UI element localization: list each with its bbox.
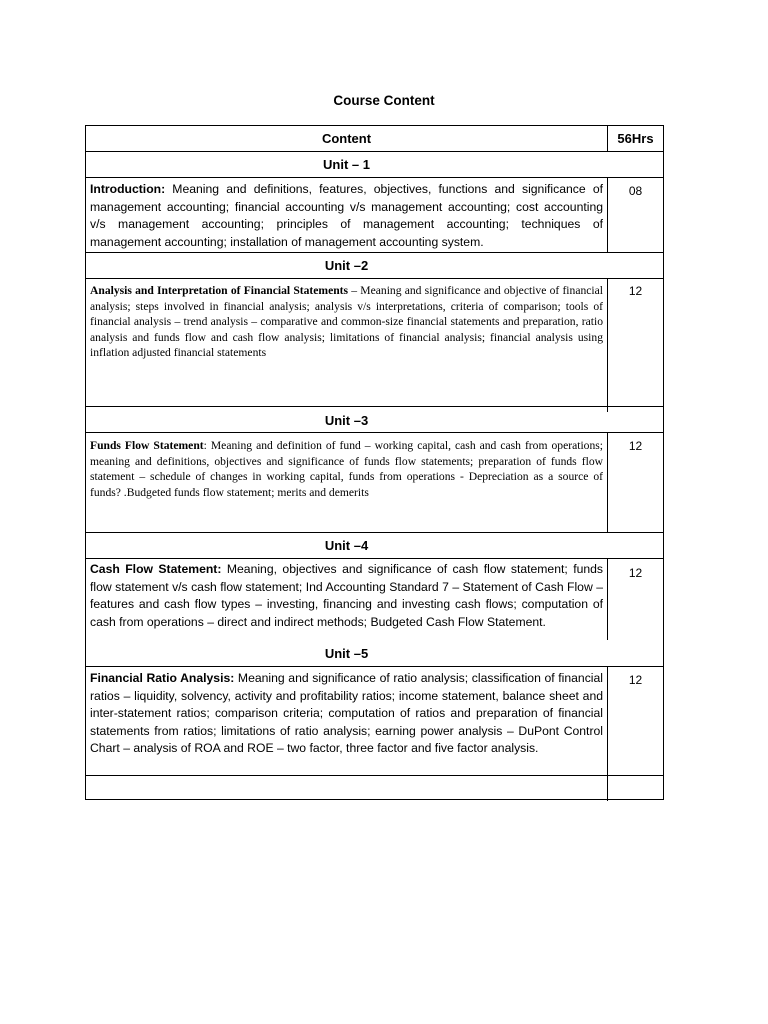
unit-1-hours: 08	[628, 184, 643, 198]
unit-1-topic: Introduction:	[90, 182, 166, 196]
unit-5-hours: 12	[628, 673, 643, 687]
row-divider	[86, 278, 663, 279]
unit-5-description	[90, 670, 603, 758]
column-divider	[607, 666, 608, 801]
unit-1-description	[90, 181, 603, 251]
unit-2-description	[90, 283, 603, 361]
content-column-header: Content	[321, 131, 372, 146]
column-divider	[607, 126, 608, 151]
unit-3-text: : Meaning and definition of fund – working capital, cash and cash from operations; meaning and definitions, objectives and significance of funds flow statements; preparation of funds flow statement – schedule of changes in working capital, funds from operations - Depreciation as a source of funds? .Budgeted funds flow statement; merits and demerits	[90, 439, 603, 499]
row-divider	[86, 775, 663, 776]
row-divider	[86, 406, 663, 407]
unit-4-description	[90, 561, 603, 631]
unit-1-text: Meaning and definitions, features, objectives, functions and significance of management accounting; financial accounting v/s management accounting; cost accounting v/s management accounting; principles of management accounting; techniques of management accounting; installation of management accounting system.	[90, 182, 603, 249]
unit-3-topic: Funds Flow Statement	[90, 439, 204, 452]
unit-4-heading: Unit –4	[324, 538, 369, 553]
unit-4-topic: Cash Flow Statement:	[90, 562, 222, 576]
row-divider	[86, 177, 663, 178]
row-divider	[86, 666, 663, 667]
column-divider	[607, 432, 608, 532]
hours-column-header: 56Hrs	[617, 131, 654, 146]
unit-5-topic: Financial Ratio Analysis:	[90, 671, 235, 685]
unit-2-topic: Analysis and Interpretation of Financial Statements	[90, 284, 349, 297]
column-divider	[607, 177, 608, 252]
unit-5-heading: Unit –5	[324, 646, 369, 661]
page-title: Course Content	[333, 93, 435, 108]
unit-3-hours: 12	[628, 439, 643, 453]
unit-2-text: – Meaning and significance and objective of financial analysis; steps involved in financial analysis; analysis v/s interpretations, criteria of comparison; tools of financial analysis – trend analysis – comparative and common-size financial statements and preparation, ratio analysis and funds flow and cash flow analysis; limitations of financial analysis; financial analysis using inflation adjusted financial statements	[90, 284, 604, 360]
unit-2-heading: Unit –2	[324, 258, 369, 273]
unit-3-description	[90, 438, 603, 500]
unit-1-heading: Unit – 1	[323, 157, 370, 172]
row-divider	[86, 151, 663, 152]
row-divider	[86, 252, 663, 253]
unit-2-hours: 12	[628, 284, 643, 298]
column-divider	[607, 278, 608, 412]
unit-5-text: Meaning and significance of ratio analysis; classification of financial ratios – liquidity, solvency, activity and profitability ratios; income statement, balance sheet and inter-statement ratios; comparison criteria; computation of ratios and preparation of financial statements from ratios; limitations of ratio analysis; earning power analysis – DuPont Control Chart – analysis of ROA and ROE – two factor, three factor and five factor analysis.	[90, 671, 603, 756]
column-divider	[607, 558, 608, 640]
row-divider	[86, 558, 663, 559]
course-content-table	[85, 125, 664, 800]
row-divider	[86, 532, 663, 533]
unit-4-hours: 12	[628, 566, 643, 580]
row-divider	[86, 432, 663, 433]
unit-3-heading: Unit –3	[324, 413, 369, 428]
unit-4-text: Meaning, objectives and significance of cash flow statement; funds flow statement v/s cash flow statement; Ind Accounting Standard 7 – Statement of Cash Flow – features and cash flow types – investing, financing and investing cash flows; computation of cash from operations – direct and indirect methods; Budgeted Cash Flow Statement.	[90, 562, 604, 629]
